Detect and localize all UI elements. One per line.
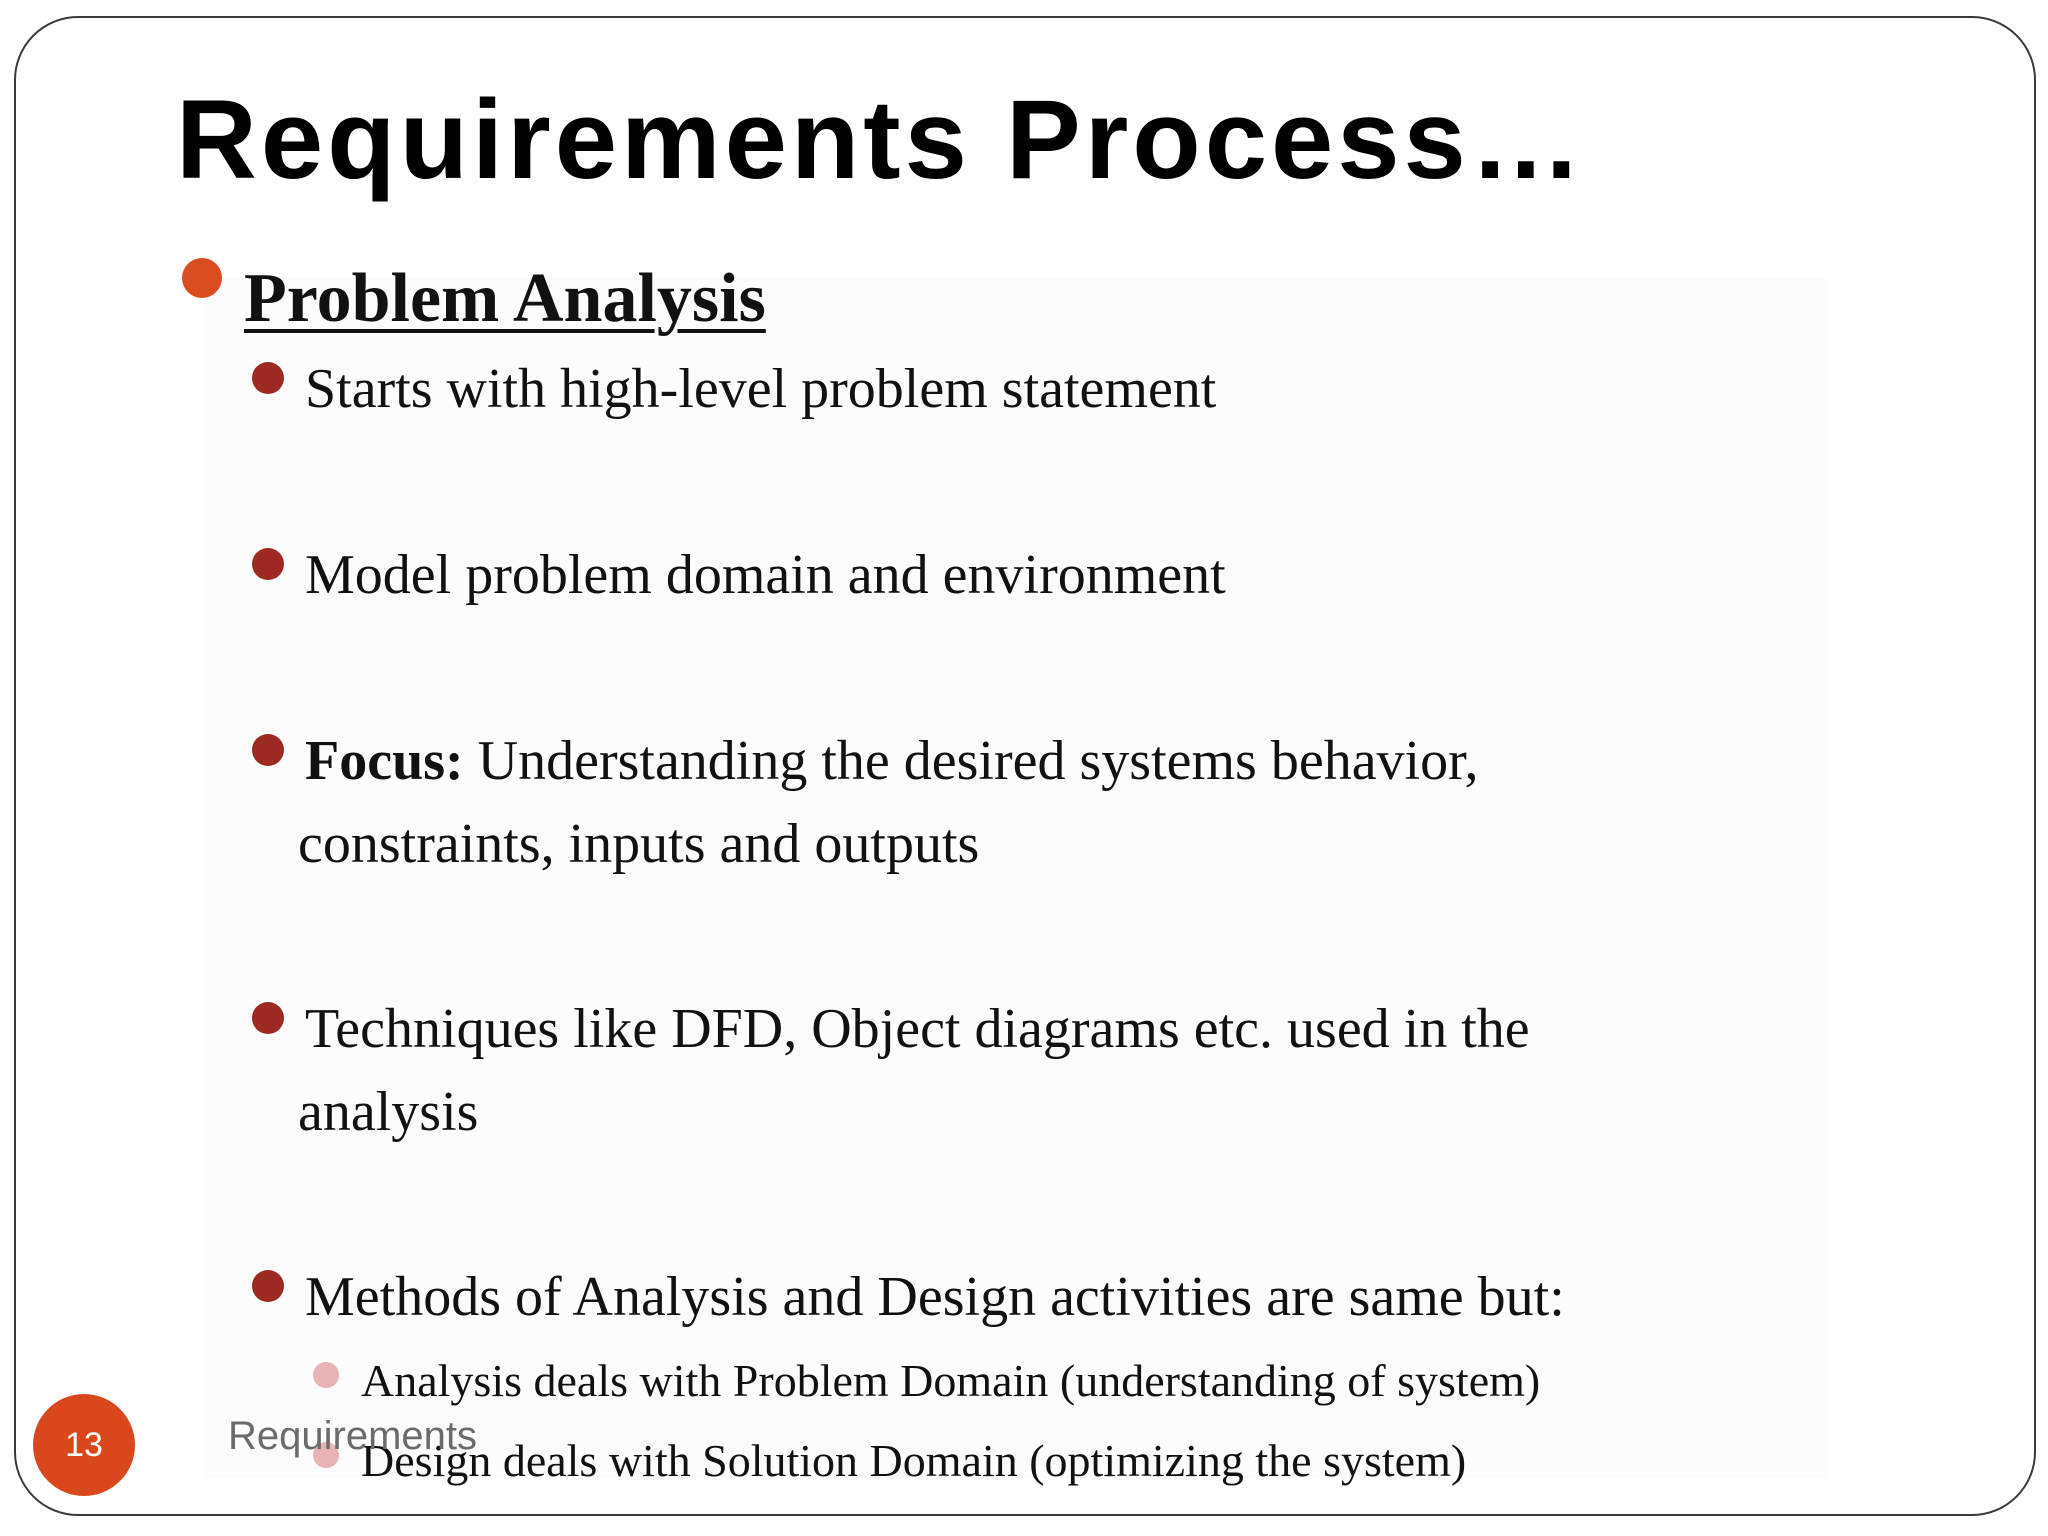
list-item-text: Techniques like DFD, Object diagrams etc. used in the bbox=[305, 998, 1530, 1060]
list-item-text: Starts with high-level problem statement bbox=[305, 358, 1217, 420]
bullet-icon bbox=[252, 362, 284, 394]
list-item bbox=[298, 720, 1479, 886]
bullet-icon bbox=[252, 734, 284, 766]
slide-title: Requirements Process… bbox=[176, 77, 1586, 202]
bullet-icon bbox=[252, 1002, 284, 1034]
section-heading: Problem Analysis bbox=[244, 260, 766, 337]
bullet-icon bbox=[252, 1270, 284, 1302]
list-item-text: Model problem domain and environment bbox=[305, 544, 1226, 606]
bullet-icon bbox=[252, 548, 284, 580]
sub-list-item: Design deals with Solution Domain (optimizing the system) bbox=[361, 1435, 1467, 1486]
list-item-text: Methods of Analysis and Design activities are same but: bbox=[305, 1266, 1565, 1328]
sub-list-item: Analysis deals with Problem Domain (understanding of system) bbox=[361, 1355, 1541, 1406]
slide bbox=[14, 16, 2036, 1516]
footer-label: Requirements bbox=[228, 1414, 478, 1458]
list-item bbox=[305, 534, 1226, 617]
list-item bbox=[305, 1256, 1565, 1339]
list-item-text: Understanding the desired systems behavior, bbox=[463, 730, 1479, 792]
sub-bullet-icon bbox=[313, 1362, 339, 1388]
list-item-text-continued: analysis bbox=[298, 1081, 479, 1143]
focus-label: Focus: bbox=[305, 730, 464, 792]
list-item-text-continued: constraints, inputs and outputs bbox=[298, 813, 980, 875]
page-number-badge: 13 bbox=[33, 1394, 135, 1496]
section-bullet-icon bbox=[182, 258, 222, 298]
list-item bbox=[305, 348, 1216, 431]
list-item bbox=[298, 988, 1530, 1154]
